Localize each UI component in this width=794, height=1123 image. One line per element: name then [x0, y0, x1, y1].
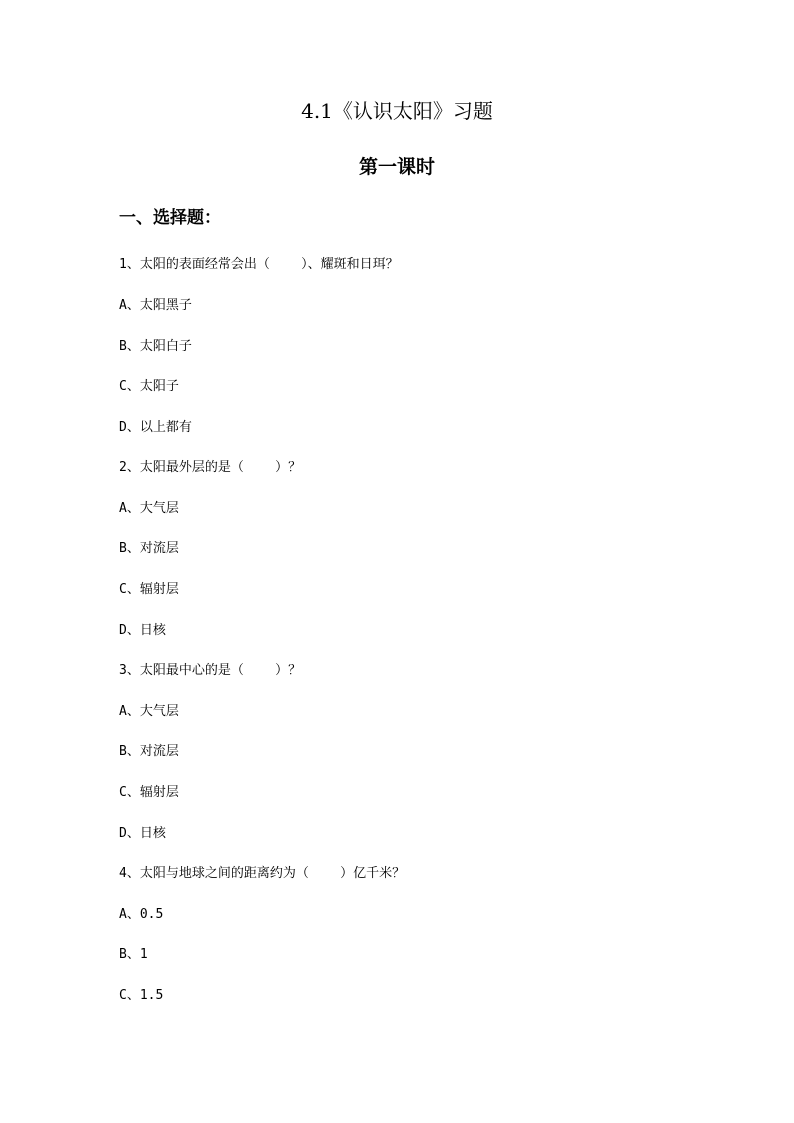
section-heading: 一、选择题：	[119, 208, 221, 228]
question-2-option-d: D、日核	[119, 623, 166, 638]
question-3-option-b: B、对流层	[119, 744, 179, 759]
question-2-option-c: C、辐射层	[119, 582, 179, 597]
page-subtitle: 第一课时	[358, 156, 435, 178]
question-1-option-b: B、太阳白子	[119, 339, 192, 354]
question-1-option-c: C、太阳子	[119, 379, 179, 394]
question-4-option-b: B、1	[119, 947, 148, 962]
question-3-option-a: A、大气层	[119, 704, 179, 719]
question-2-option-b: B、对流层	[119, 541, 179, 556]
question-2: 2、太阳最外层的是（ ）？	[119, 460, 302, 475]
question-4-option-a: A、0.5	[119, 907, 164, 922]
question-1-option-d: D、以上都有	[119, 420, 192, 435]
question-2-option-a: A、大气层	[119, 501, 179, 516]
question-3-option-c: C、辐射层	[119, 785, 179, 800]
question-4: 4、太阳与地球之间的距离约为（ ）亿千米？	[119, 866, 406, 881]
question-4-option-c: C、1.5	[119, 988, 164, 1003]
question-1: 1、太阳的表面经常会出（ ）、耀斑和日珥？	[119, 257, 399, 272]
question-3-option-d: D、日核	[119, 826, 166, 841]
page-title: 4.1《认识太阳》习题	[301, 99, 493, 123]
question-3: 3、太阳最中心的是（ ）？	[119, 663, 302, 678]
question-1-option-a: A、太阳黑子	[119, 298, 192, 313]
